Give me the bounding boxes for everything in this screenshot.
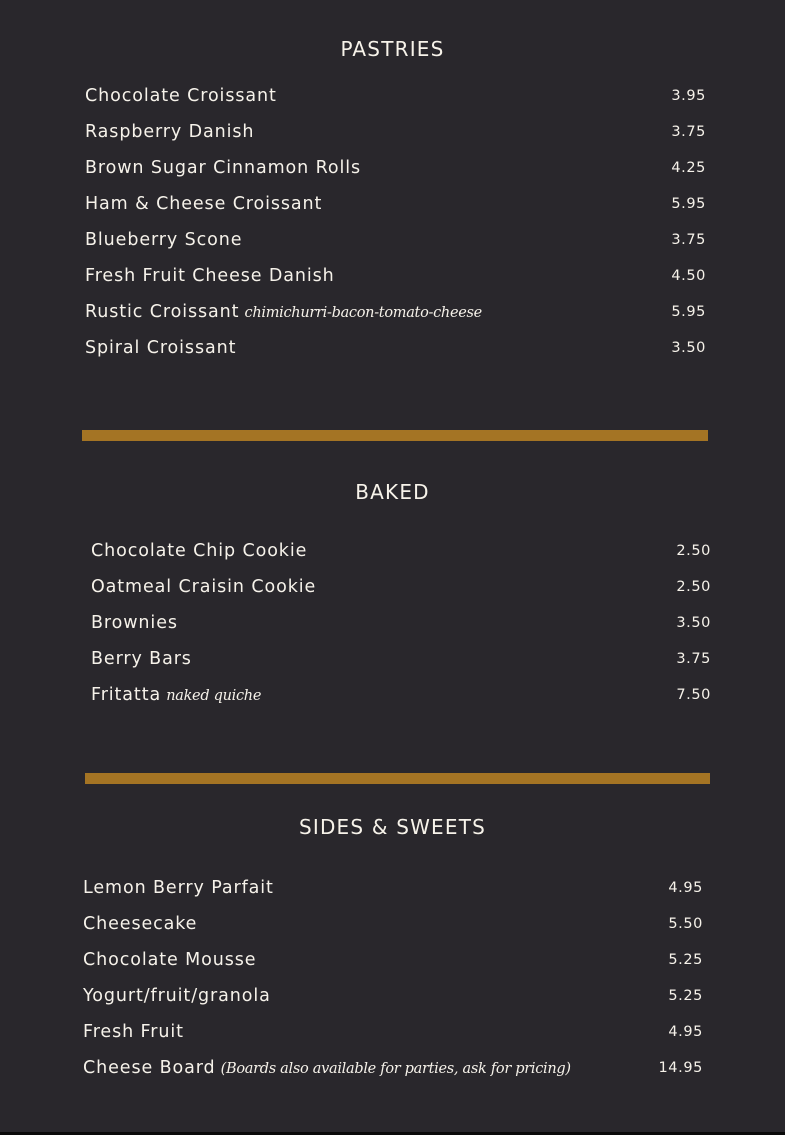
menu-item bbox=[91, 575, 711, 611]
item-price: 3.95 bbox=[671, 88, 706, 104]
item-name: Fritatta bbox=[91, 685, 162, 705]
item-name: Raspberry Danish bbox=[85, 122, 255, 142]
item-name: Fresh Fruit Cheese Danish bbox=[85, 266, 335, 286]
menu-item bbox=[91, 683, 711, 719]
menu-item bbox=[91, 611, 711, 647]
item-name: Brown Sugar Cinnamon Rolls bbox=[85, 158, 361, 178]
sides-sweets-list bbox=[83, 876, 703, 1092]
item-name: Fresh Fruit bbox=[83, 1022, 184, 1042]
item-price: 5.95 bbox=[671, 196, 706, 212]
menu-item bbox=[83, 1020, 703, 1056]
menu-item bbox=[85, 228, 706, 264]
item-price: 2.50 bbox=[676, 579, 711, 595]
section-title-baked: BAKED bbox=[355, 480, 430, 504]
item-name: Cheese Board bbox=[83, 1058, 216, 1078]
menu-item bbox=[91, 647, 711, 683]
item-price: 3.75 bbox=[671, 124, 706, 140]
item-price: 5.95 bbox=[671, 304, 706, 320]
item-price: 3.75 bbox=[676, 651, 711, 667]
item-price: 2.50 bbox=[676, 543, 711, 559]
item-note: (Boards also available for parties, ask for pricing) bbox=[220, 1061, 571, 1077]
item-price: 3.50 bbox=[671, 340, 706, 356]
baked-list bbox=[91, 539, 711, 719]
menu-item bbox=[91, 539, 711, 575]
item-price: 14.95 bbox=[658, 1060, 703, 1076]
menu-item bbox=[85, 192, 706, 228]
item-price: 4.50 bbox=[671, 268, 706, 284]
section-divider bbox=[85, 773, 710, 784]
item-note: naked quiche bbox=[166, 688, 262, 704]
item-name: Lemon Berry Parfait bbox=[83, 878, 274, 898]
section-title-sides-sweets: SIDES & SWEETS bbox=[298, 815, 487, 839]
item-name: Ham & Cheese Croissant bbox=[85, 194, 323, 214]
item-price: 3.50 bbox=[676, 615, 711, 631]
item-price: 5.25 bbox=[668, 988, 703, 1004]
item-price: 4.95 bbox=[668, 880, 703, 896]
section-title-pastries: PASTRIES bbox=[340, 37, 445, 61]
item-name: Brownies bbox=[91, 613, 178, 633]
menu-item bbox=[83, 948, 703, 984]
menu-item bbox=[85, 156, 706, 192]
item-price: 5.50 bbox=[668, 916, 703, 932]
item-name: Chocolate Mousse bbox=[83, 950, 257, 970]
item-name: Chocolate Chip Cookie bbox=[91, 541, 308, 561]
item-name: Blueberry Scone bbox=[85, 230, 243, 250]
menu-item bbox=[85, 300, 706, 336]
item-name: Oatmeal Craisin Cookie bbox=[91, 577, 317, 597]
item-price: 3.75 bbox=[671, 232, 706, 248]
item-price: 5.25 bbox=[668, 952, 703, 968]
menu-item bbox=[83, 876, 703, 912]
item-name: Yogurt/fruit/granola bbox=[83, 986, 271, 1006]
item-name: Spiral Croissant bbox=[85, 338, 237, 358]
item-price: 4.95 bbox=[668, 1024, 703, 1040]
menu-item bbox=[83, 984, 703, 1020]
menu-item bbox=[85, 336, 706, 372]
item-price: 7.50 bbox=[676, 687, 711, 703]
menu-item bbox=[85, 120, 706, 156]
item-price: 4.25 bbox=[671, 160, 706, 176]
pastries-list bbox=[85, 84, 706, 372]
item-name: Cheesecake bbox=[83, 914, 198, 934]
menu-item bbox=[85, 264, 706, 300]
item-note: chimichurri-bacon-tomato-cheese bbox=[244, 305, 482, 321]
item-name: Berry Bars bbox=[91, 649, 192, 669]
menu-item bbox=[83, 1056, 703, 1092]
item-name: Chocolate Croissant bbox=[85, 86, 277, 106]
item-name: Rustic Croissant bbox=[85, 302, 240, 322]
section-divider bbox=[82, 430, 708, 441]
menu-item bbox=[85, 84, 706, 120]
menu-item bbox=[83, 912, 703, 948]
